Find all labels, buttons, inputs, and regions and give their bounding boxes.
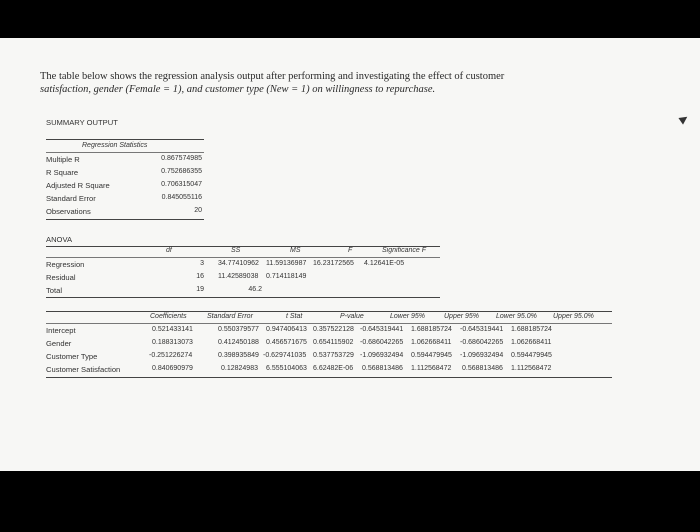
coef-lower-95: -1.096932494 bbox=[360, 352, 404, 359]
coef-upper-95: 0.594479945 bbox=[411, 352, 452, 359]
regstats-header-rule bbox=[46, 152, 204, 153]
coef-lower-95-0: 0.568813486 bbox=[462, 365, 503, 372]
anova-header-ms: MS bbox=[290, 247, 301, 254]
regstats-label: R Square bbox=[46, 168, 79, 177]
anova-ms: 11.59136987 bbox=[266, 260, 307, 267]
coef-header-standard-error: Standard Error bbox=[207, 313, 253, 320]
coef-header-rule bbox=[46, 323, 612, 324]
anova-df: 16 bbox=[196, 273, 204, 280]
coef-t-stat: -0.629741035 bbox=[263, 352, 307, 359]
regstats-label: Observations bbox=[46, 207, 91, 216]
coef-row-label: Intercept bbox=[46, 326, 76, 335]
mouse-cursor-icon bbox=[678, 113, 689, 124]
anova-header-df: df bbox=[166, 247, 172, 254]
coef-value: 0.521433141 bbox=[152, 326, 193, 333]
coef-lower-95-0: -0.645319441 bbox=[460, 326, 504, 333]
regstats-value: 0.706315047 bbox=[161, 181, 202, 188]
document-page bbox=[0, 38, 700, 471]
coef-lower-95: -0.686042265 bbox=[360, 339, 404, 346]
anova-f: 16.23172565 bbox=[313, 260, 354, 267]
coef-upper-95: 1.688185724 bbox=[411, 326, 452, 333]
summary-output-title: SUMMARY OUTPUT bbox=[46, 118, 118, 127]
coef-header-t-stat: t Stat bbox=[286, 313, 303, 320]
coef-t-stat: 6.555104063 bbox=[266, 365, 307, 372]
anova-header-significance-f: Significance F bbox=[382, 247, 426, 254]
coef-standard-error: 0.550379577 bbox=[218, 326, 259, 333]
coef-value: -0.251226274 bbox=[149, 352, 193, 359]
coef-header-coefficients: Coefficients bbox=[150, 313, 187, 320]
coef-header-lower-95: Lower 95% bbox=[390, 313, 426, 320]
coef-lower-95: -0.645319441 bbox=[360, 326, 404, 333]
coef-upper-95: 1.062668411 bbox=[411, 339, 452, 346]
regstats-value: 0.845055116 bbox=[161, 194, 202, 201]
anova-ss: 11.42589038 bbox=[218, 273, 259, 280]
anova-df: 3 bbox=[200, 260, 204, 267]
regstats-top-rule bbox=[46, 139, 204, 140]
regstats-value: 0.752686355 bbox=[161, 168, 202, 175]
coef-upper-95-0: 1.062668411 bbox=[511, 339, 552, 346]
regstats-label: Multiple R bbox=[46, 155, 80, 164]
coef-value: 0.840690979 bbox=[152, 365, 193, 372]
anova-df: 19 bbox=[196, 286, 204, 293]
anova-ms: 0.714118149 bbox=[266, 273, 307, 280]
coef-row-label: Gender bbox=[46, 339, 72, 348]
coef-lower-95-0: -0.686042265 bbox=[460, 339, 504, 346]
intro-line-1: The table below shows the regression analysis output after performing and investigating the effect of customer bbox=[40, 71, 505, 82]
regstats-value: 20 bbox=[194, 207, 202, 214]
coef-header-upper-95-0: Upper 95.0% bbox=[553, 313, 594, 320]
coef-upper-95: 1.112568472 bbox=[411, 365, 452, 372]
coef-header-upper-95: Upper 95% bbox=[444, 313, 480, 320]
anova-row-label: Regression bbox=[46, 260, 85, 269]
coef-standard-error: 0.398935849 bbox=[218, 352, 259, 359]
anova-header-f: F bbox=[348, 247, 353, 254]
coef-p-value: 0.654115902 bbox=[313, 339, 354, 346]
coef-row-label: Customer Type bbox=[46, 352, 98, 361]
coef-upper-95-0: 1.112568472 bbox=[511, 365, 552, 372]
coef-t-stat: 0.456571675 bbox=[266, 339, 307, 346]
anova-row-label: Residual bbox=[46, 273, 76, 282]
coef-lower-95: 0.568813486 bbox=[362, 365, 403, 372]
anova-header-rule bbox=[46, 257, 440, 258]
coef-header-lower-95-0: Lower 95.0% bbox=[496, 313, 537, 320]
coef-row-label: Customer Satisfaction bbox=[46, 365, 121, 374]
regstats-label: Standard Error bbox=[46, 194, 96, 203]
coef-p-value: 0.357522128 bbox=[313, 326, 354, 333]
anova-significance-f: 4.12641E-05 bbox=[364, 260, 405, 267]
anova-top-rule bbox=[46, 246, 440, 247]
coef-p-value: 0.537753729 bbox=[313, 352, 354, 359]
coef-header-p-value: P-value bbox=[340, 313, 364, 320]
regstats-value: 0.867574985 bbox=[161, 155, 202, 162]
anova-bottom-rule bbox=[46, 297, 440, 298]
coef-standard-error: 0.12824983 bbox=[221, 365, 258, 372]
coef-p-value: 6.62482E-06 bbox=[313, 365, 354, 372]
coef-t-stat: 0.947406413 bbox=[266, 326, 307, 333]
coef-upper-95-0: 1.688185724 bbox=[511, 326, 552, 333]
regstats-bottom-rule bbox=[46, 219, 204, 220]
anova-ss: 46.2 bbox=[248, 286, 262, 293]
regstats-title: Regression Statistics bbox=[82, 142, 148, 149]
intro-line-2: satisfaction, gender (Female = 1), and customer type (New = 1) on willingness to repurchase. bbox=[40, 84, 436, 95]
regstats-label: Adjusted R Square bbox=[46, 181, 110, 190]
coef-lower-95-0: -1.096932494 bbox=[460, 352, 504, 359]
anova-title: ANOVA bbox=[46, 235, 73, 244]
coef-upper-95-0: 0.594479945 bbox=[511, 352, 552, 359]
anova-header-ss: SS bbox=[231, 247, 241, 254]
coef-bottom-rule bbox=[46, 377, 612, 378]
anova-row-label: Total bbox=[46, 286, 63, 295]
anova-ss: 34.77410962 bbox=[218, 260, 259, 267]
coef-value: 0.188313073 bbox=[152, 339, 193, 346]
intro-text bbox=[40, 70, 630, 96]
coef-top-rule bbox=[46, 311, 612, 312]
coef-standard-error: 0.412450188 bbox=[218, 339, 259, 346]
